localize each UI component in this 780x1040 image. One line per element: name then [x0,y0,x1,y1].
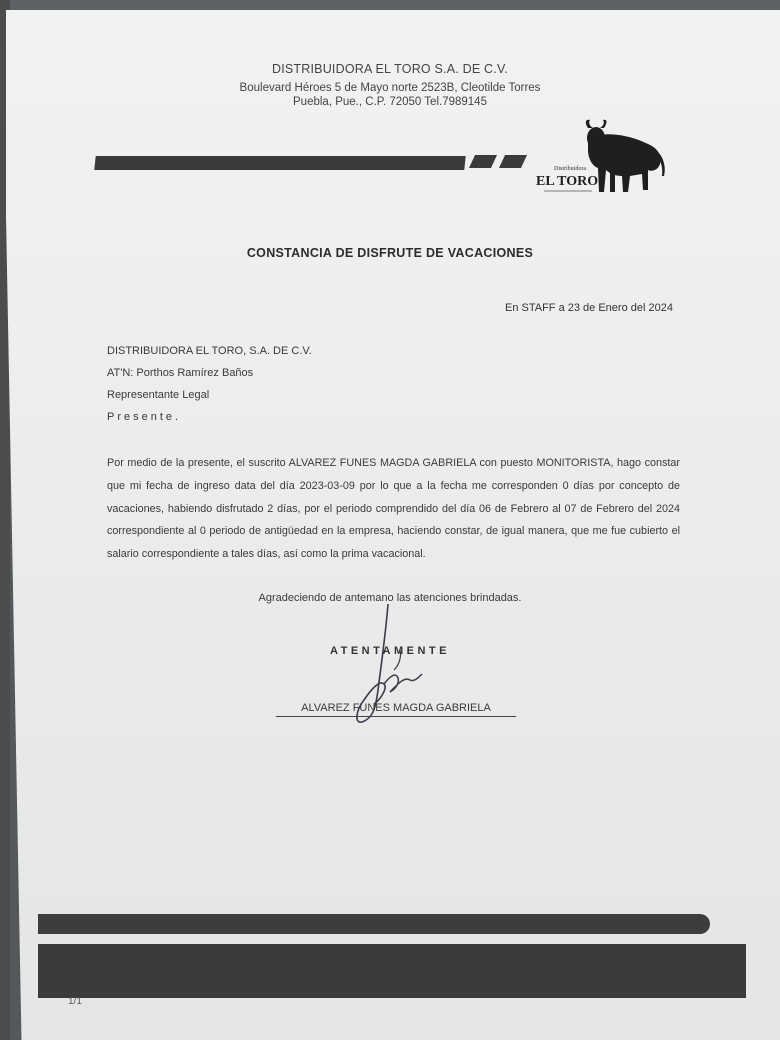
footer-band-top [38,914,710,934]
el-toro-logo [530,118,670,200]
footer-band-bottom [38,944,746,998]
body-paragraph: Por medio de la presente, el suscrito ALVAREZ FUNES MAGDA GABRIELA con puesto MONITORISTA, hago constar que mi fecha de ingreso data del día 2023-03-09 por lo que a la fecha me corresponden 0 días por concepto de vacaciones, habiendo disfrutado 2 días, por el periodo comprendido del día 06 de Febrero al 07 de Febrero del 2024 correspondiente al 0 periodo de antigüedad en la empresa, haciendo constar, de igual manera, que me fue cubierto el salario correspondiente a tales días, así como la prima vacacional. [107,457,680,561]
recipient-attention: AT'N: Porthos Ramírez Baños [107,367,254,379]
logo-brand-text: EL TORO [536,174,599,189]
company-header: DISTRIBUIDORA EL TORO S.A. DE C.V. [271,62,509,76]
document-title: CONSTANCIA DE DISFRUTE DE VACACIONES [246,246,534,260]
closing-text: Agradeciendo de antemano las atenciones brindadas. [258,592,522,604]
logo-small-text: Distribuidora [554,166,586,172]
recipient-role: Representante Legal [107,389,210,401]
page-number: 1/1 [68,996,82,1007]
header-band [94,156,465,170]
signer-name: ALVAREZ FUNES MAGDA GABRIELA [276,702,516,717]
company-address-line1: Boulevard Héroes 5 de Mayo norte 2523B, Cleotilde Torres [239,82,541,94]
sign-off: ATENTAMENTE [330,645,450,657]
company-address-line2: Puebla, Pue., C.P. 72050 Tel.7989145 [293,96,487,108]
recipient-block [107,340,312,428]
recipient-presente: Presente. [107,411,182,423]
place-date: En STAFF a 23 de Enero del 2024 [505,302,673,314]
recipient-company: DISTRIBUIDORA EL TORO, S.A. DE C.V. [107,345,312,357]
